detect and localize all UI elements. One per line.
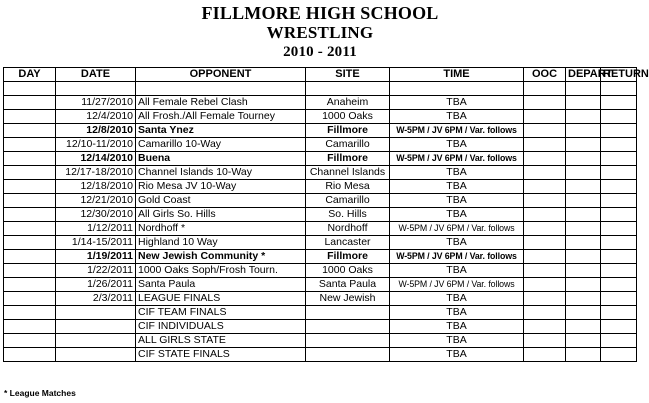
date-cell: 11/27/2010 bbox=[56, 96, 136, 110]
day-cell bbox=[4, 278, 56, 292]
column-header-time: TIME bbox=[390, 68, 524, 82]
opponent-cell: Santa Ynez bbox=[136, 124, 306, 138]
opponent-cell: CIF TEAM FINALS bbox=[136, 306, 306, 320]
season-title: 2010 - 2011 bbox=[283, 44, 357, 60]
site-cell bbox=[306, 306, 390, 320]
date-cell bbox=[56, 348, 136, 362]
date-cell: 12/14/2010 bbox=[56, 152, 136, 166]
depart-cell bbox=[566, 208, 601, 222]
ooc-cell bbox=[524, 152, 566, 166]
time-cell: TBA bbox=[390, 96, 524, 110]
site-cell bbox=[306, 320, 390, 334]
depart-cell bbox=[566, 264, 601, 278]
return-cell bbox=[601, 306, 637, 320]
opponent-cell: All Frosh./All Female Tourney bbox=[136, 110, 306, 124]
site-cell: Fillmore bbox=[306, 152, 390, 166]
table-row bbox=[4, 208, 637, 222]
opponent-cell: All Female Rebel Clash bbox=[136, 96, 306, 110]
table-row bbox=[4, 306, 637, 320]
ooc-cell bbox=[524, 194, 566, 208]
depart-cell bbox=[566, 82, 601, 96]
site-cell: Channel Islands bbox=[306, 166, 390, 180]
schedule-body bbox=[4, 82, 637, 362]
table-row bbox=[4, 96, 637, 110]
date-cell: 12/4/2010 bbox=[56, 110, 136, 124]
time-cell: W-5PM / JV 6PM / Var. follows bbox=[390, 124, 524, 138]
table-row bbox=[4, 334, 637, 348]
time-cell: TBA bbox=[390, 306, 524, 320]
time-cell: W-5PM / JV 6PM / Var. follows bbox=[390, 278, 524, 292]
schedule-table bbox=[3, 67, 649, 362]
table-row bbox=[4, 194, 637, 208]
day-cell bbox=[4, 194, 56, 208]
day-cell bbox=[4, 152, 56, 166]
depart-cell bbox=[566, 348, 601, 362]
table-row bbox=[4, 250, 637, 264]
column-header-ooc: OOC bbox=[524, 68, 566, 82]
day-cell bbox=[4, 264, 56, 278]
column-header-depart: DEPART bbox=[566, 68, 601, 82]
ooc-cell bbox=[524, 138, 566, 152]
return-cell bbox=[601, 138, 637, 152]
date-cell: 12/8/2010 bbox=[56, 124, 136, 138]
ooc-cell bbox=[524, 334, 566, 348]
time-cell: TBA bbox=[390, 138, 524, 152]
return-cell bbox=[601, 96, 637, 110]
time-cell: W-5PM / JV 6PM / Var. follows bbox=[390, 152, 524, 166]
date-cell: 1/19/2011 bbox=[56, 250, 136, 264]
site-cell: Fillmore bbox=[306, 124, 390, 138]
time-cell bbox=[390, 82, 524, 96]
return-cell bbox=[601, 222, 637, 236]
table-row bbox=[4, 292, 637, 306]
opponent-cell: Buena bbox=[136, 152, 306, 166]
opponent-cell: ALL GIRLS STATE bbox=[136, 334, 306, 348]
table-row bbox=[4, 152, 637, 166]
site-cell bbox=[306, 334, 390, 348]
ooc-cell bbox=[524, 222, 566, 236]
date-cell bbox=[56, 334, 136, 348]
day-cell bbox=[4, 250, 56, 264]
return-cell bbox=[601, 278, 637, 292]
return-cell bbox=[601, 236, 637, 250]
time-cell: TBA bbox=[390, 292, 524, 306]
time-cell: TBA bbox=[390, 264, 524, 278]
day-cell bbox=[4, 348, 56, 362]
day-cell bbox=[4, 236, 56, 250]
opponent-cell: Camarillo 10-Way bbox=[136, 138, 306, 152]
table-row bbox=[4, 124, 637, 138]
return-cell bbox=[601, 320, 637, 334]
opponent-cell: Highland 10 Way bbox=[136, 236, 306, 250]
depart-cell bbox=[566, 320, 601, 334]
day-cell bbox=[4, 138, 56, 152]
site-cell: New Jewish bbox=[306, 292, 390, 306]
depart-cell bbox=[566, 194, 601, 208]
date-cell: 12/21/2010 bbox=[56, 194, 136, 208]
ooc-cell bbox=[524, 264, 566, 278]
time-cell: TBA bbox=[390, 180, 524, 194]
return-cell bbox=[601, 334, 637, 348]
depart-cell bbox=[566, 180, 601, 194]
ooc-cell bbox=[524, 320, 566, 334]
table-row bbox=[4, 166, 637, 180]
day-cell bbox=[4, 82, 56, 96]
opponent-cell: Santa Paula bbox=[136, 278, 306, 292]
day-cell bbox=[4, 334, 56, 348]
site-cell bbox=[306, 82, 390, 96]
day-cell bbox=[4, 222, 56, 236]
time-cell: TBA bbox=[390, 348, 524, 362]
ooc-cell bbox=[524, 208, 566, 222]
time-cell: TBA bbox=[390, 236, 524, 250]
date-cell: 12/17-18/2010 bbox=[56, 166, 136, 180]
table-row bbox=[4, 320, 637, 334]
site-cell: Rio Mesa bbox=[306, 180, 390, 194]
return-cell bbox=[601, 82, 637, 96]
date-cell: 12/10-11/2010 bbox=[56, 138, 136, 152]
table-row bbox=[4, 138, 637, 152]
opponent-cell: CIF STATE FINALS bbox=[136, 348, 306, 362]
time-cell: TBA bbox=[390, 208, 524, 222]
site-cell: Camarillo bbox=[306, 138, 390, 152]
opponent-cell: Rio Mesa JV 10-Way bbox=[136, 180, 306, 194]
site-cell: Nordhoff bbox=[306, 222, 390, 236]
depart-cell bbox=[566, 292, 601, 306]
date-cell: 1/14-15/2011 bbox=[56, 236, 136, 250]
site-cell: Santa Paula bbox=[306, 278, 390, 292]
table-row bbox=[4, 110, 637, 124]
day-cell bbox=[4, 96, 56, 110]
table-row bbox=[4, 82, 637, 96]
opponent-cell: CIF INDIVIDUALS bbox=[136, 320, 306, 334]
time-cell: W-5PM / JV 6PM / Var. follows bbox=[390, 222, 524, 236]
ooc-cell bbox=[524, 110, 566, 124]
table-row bbox=[4, 264, 637, 278]
day-cell bbox=[4, 306, 56, 320]
ooc-cell bbox=[524, 236, 566, 250]
day-cell bbox=[4, 166, 56, 180]
ooc-cell bbox=[524, 278, 566, 292]
return-cell bbox=[601, 180, 637, 194]
site-cell bbox=[306, 348, 390, 362]
ooc-cell bbox=[524, 96, 566, 110]
depart-cell bbox=[566, 250, 601, 264]
site-cell: Lancaster bbox=[306, 236, 390, 250]
opponent-cell bbox=[136, 82, 306, 96]
depart-cell bbox=[566, 278, 601, 292]
depart-cell bbox=[566, 152, 601, 166]
ooc-cell bbox=[524, 180, 566, 194]
ooc-cell bbox=[524, 292, 566, 306]
depart-cell bbox=[566, 236, 601, 250]
date-cell: 12/18/2010 bbox=[56, 180, 136, 194]
time-cell: TBA bbox=[390, 194, 524, 208]
depart-cell bbox=[566, 124, 601, 138]
return-cell bbox=[601, 152, 637, 166]
depart-cell bbox=[566, 166, 601, 180]
date-cell bbox=[56, 82, 136, 96]
return-cell bbox=[601, 208, 637, 222]
table-row bbox=[4, 222, 637, 236]
site-cell: So. Hills bbox=[306, 208, 390, 222]
day-cell bbox=[4, 320, 56, 334]
header-row bbox=[4, 68, 637, 82]
return-cell bbox=[601, 348, 637, 362]
site-cell: Fillmore bbox=[306, 250, 390, 264]
ooc-cell bbox=[524, 82, 566, 96]
footnote: * League Matches bbox=[4, 388, 76, 398]
site-cell: Anaheim bbox=[306, 96, 390, 110]
opponent-cell: LEAGUE FINALS bbox=[136, 292, 306, 306]
date-cell: 1/12/2011 bbox=[56, 222, 136, 236]
opponent-cell: Nordhoff * bbox=[136, 222, 306, 236]
date-cell bbox=[56, 306, 136, 320]
sport-title: WRESTLING bbox=[266, 23, 374, 42]
opponent-cell: 1000 Oaks Soph/Frosh Tourn. bbox=[136, 264, 306, 278]
day-cell bbox=[4, 292, 56, 306]
column-header-date: DATE bbox=[56, 68, 136, 82]
ooc-cell bbox=[524, 124, 566, 138]
column-header-opponent: OPPONENT bbox=[136, 68, 306, 82]
site-cell: Camarillo bbox=[306, 194, 390, 208]
column-header-site: SITE bbox=[306, 68, 390, 82]
return-cell bbox=[601, 166, 637, 180]
table-row bbox=[4, 278, 637, 292]
column-header-day: DAY bbox=[4, 68, 56, 82]
date-cell: 2/3/2011 bbox=[56, 292, 136, 306]
title-block bbox=[0, 4, 640, 62]
site-cell: 1000 Oaks bbox=[306, 264, 390, 278]
time-cell: W-5PM / JV 6PM / Var. follows bbox=[390, 250, 524, 264]
school-title: FILLMORE HIGH SCHOOL bbox=[201, 3, 439, 23]
day-cell bbox=[4, 110, 56, 124]
depart-cell bbox=[566, 222, 601, 236]
depart-cell bbox=[566, 96, 601, 110]
return-cell bbox=[601, 250, 637, 264]
opponent-cell: All Girls So. Hills bbox=[136, 208, 306, 222]
time-cell: TBA bbox=[390, 166, 524, 180]
ooc-cell bbox=[524, 166, 566, 180]
return-cell bbox=[601, 264, 637, 278]
table-row bbox=[4, 236, 637, 250]
site-cell: 1000 Oaks bbox=[306, 110, 390, 124]
date-cell bbox=[56, 320, 136, 334]
ooc-cell bbox=[524, 348, 566, 362]
ooc-cell bbox=[524, 306, 566, 320]
return-cell bbox=[601, 194, 637, 208]
day-cell bbox=[4, 208, 56, 222]
return-cell bbox=[601, 110, 637, 124]
opponent-cell: Gold Coast bbox=[136, 194, 306, 208]
table-row bbox=[4, 348, 637, 362]
time-cell: TBA bbox=[390, 110, 524, 124]
time-cell: TBA bbox=[390, 334, 524, 348]
date-cell: 1/22/2011 bbox=[56, 264, 136, 278]
date-cell: 1/26/2011 bbox=[56, 278, 136, 292]
time-cell: TBA bbox=[390, 320, 524, 334]
depart-cell bbox=[566, 306, 601, 320]
day-cell bbox=[4, 124, 56, 138]
opponent-cell: Channel Islands 10-Way bbox=[136, 166, 306, 180]
depart-cell bbox=[566, 334, 601, 348]
return-cell bbox=[601, 292, 637, 306]
table-row bbox=[4, 180, 637, 194]
ooc-cell bbox=[524, 250, 566, 264]
date-cell: 12/30/2010 bbox=[56, 208, 136, 222]
opponent-cell: New Jewish Community * bbox=[136, 250, 306, 264]
column-header-return: RETURN bbox=[601, 68, 637, 82]
day-cell bbox=[4, 180, 56, 194]
depart-cell bbox=[566, 138, 601, 152]
return-cell bbox=[601, 124, 637, 138]
depart-cell bbox=[566, 110, 601, 124]
